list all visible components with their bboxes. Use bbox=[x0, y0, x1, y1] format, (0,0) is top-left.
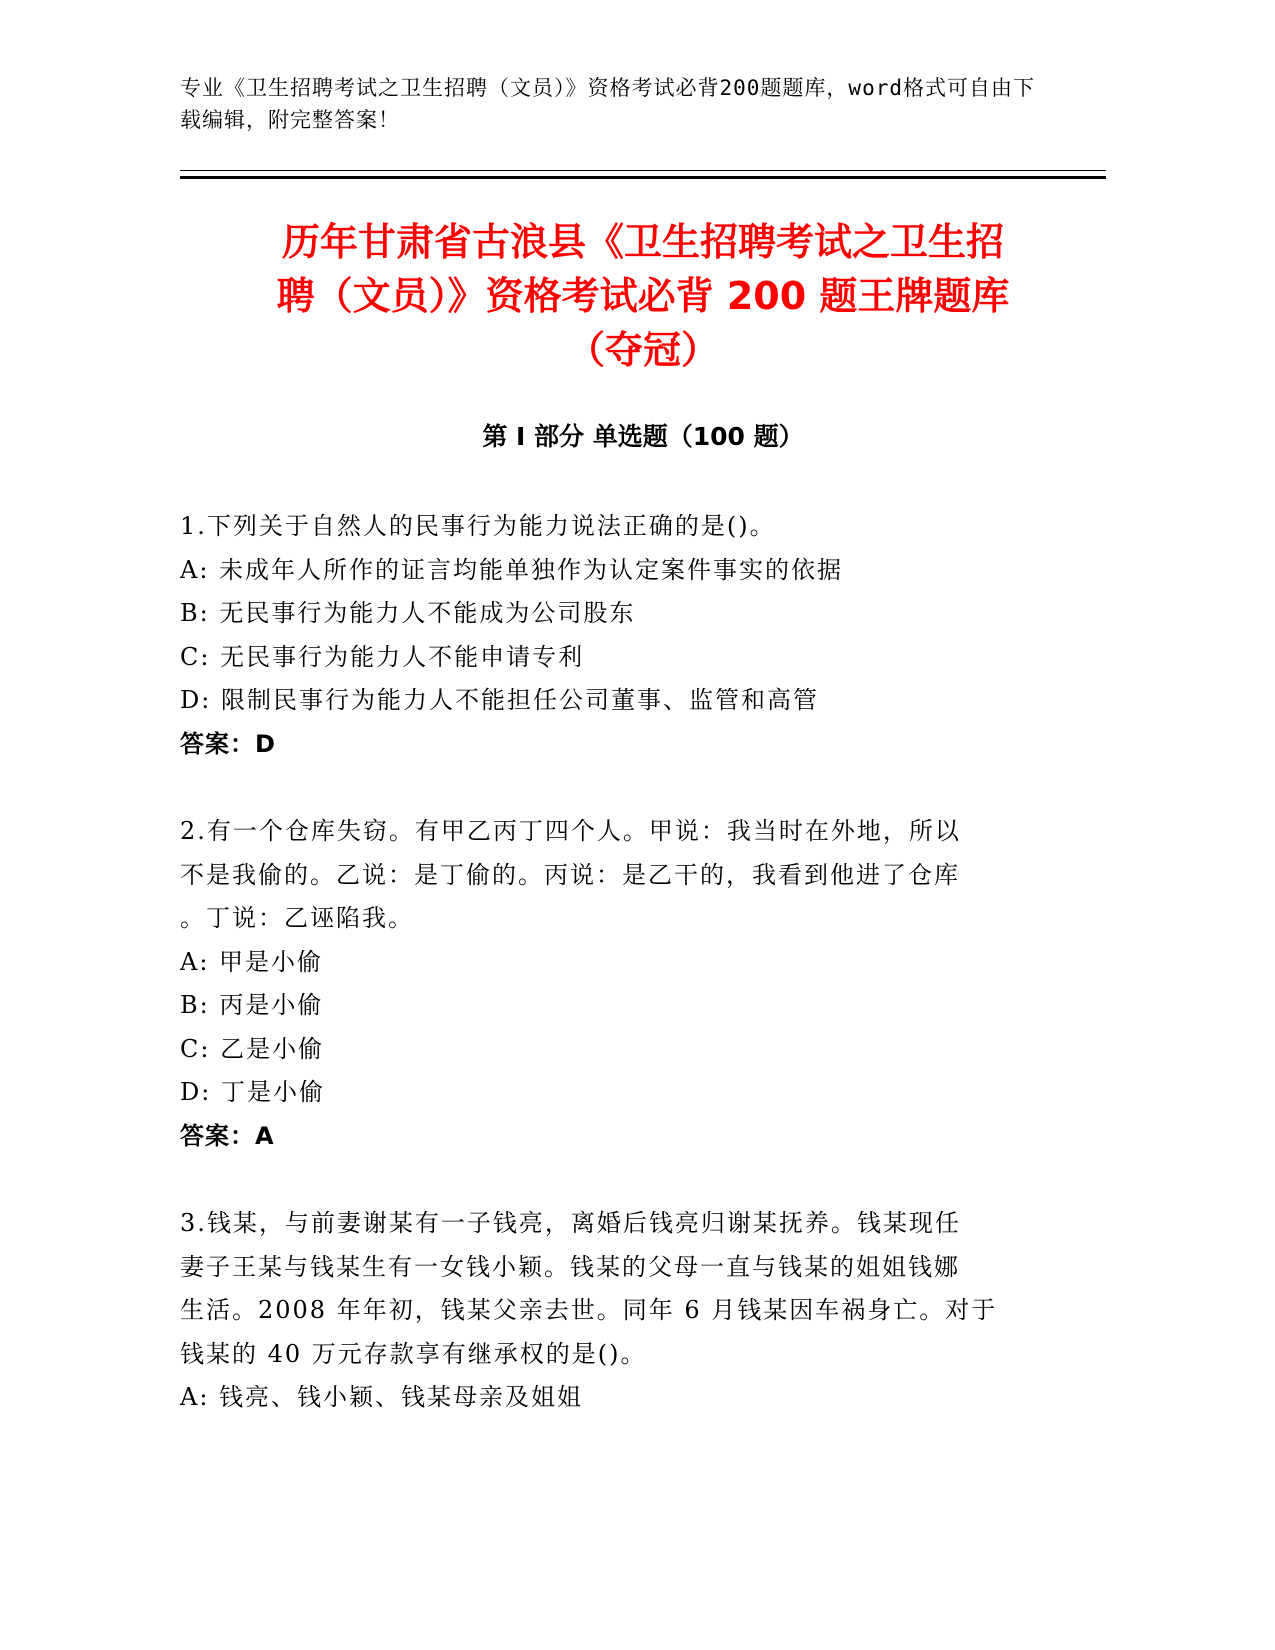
option-c: C: 乙是小偷 bbox=[180, 1034, 325, 1063]
answer-label: 答案：A bbox=[180, 1121, 275, 1150]
option-b: B: 无民事行为能力人不能成为公司股东 bbox=[180, 599, 636, 627]
header-note: 专业《卫生招聘考试之卫生招聘（文员）》资格考试必背200题题库，word格式可自由下载编辑，附完整答案！ bbox=[180, 76, 1035, 132]
option-d: D: 限制民事行为能力人不能担任公司董事、监管和高管 bbox=[180, 686, 819, 714]
question-stem: 1.下列关于自然人的民事行为能力说法正确的是()。 bbox=[180, 512, 776, 540]
question-stem: 3.钱某，与前妻谢某有一子钱亮，离婚后钱亮归谢某抚养。钱某现任 bbox=[180, 1209, 961, 1237]
question-item bbox=[180, 810, 1020, 1158]
question-stem: 妻子王某与钱某生有一女钱小颖。钱某的父母一直与钱某的姐姐钱娜 bbox=[180, 1252, 960, 1281]
question-stem: 钱某的 40 万元存款享有继承权的是()。 bbox=[180, 1339, 647, 1368]
option-c: C: 无民事行为能力人不能申请专利 bbox=[180, 642, 585, 671]
option-a: A: 未成年人所作的证言均能单独作为认定案件事实的依据 bbox=[180, 555, 844, 584]
document-title-line: 聘（文员）》资格考试必背 200 题王牌题库 bbox=[276, 274, 1010, 318]
answer-label: 答案：D bbox=[180, 729, 276, 758]
question-stem: 生活。2008 年年初，钱某父亲去世。同年 6 月钱某因车祸身亡。对于 bbox=[180, 1296, 998, 1324]
option-a: A: 甲是小偷 bbox=[180, 947, 324, 976]
option-b: B: 丙是小偷 bbox=[180, 991, 324, 1019]
question-stem: 。丁说：乙诬陷我。 bbox=[180, 904, 414, 932]
question-list bbox=[180, 505, 1020, 1464]
question-stem: 不是我偷的。乙说：是丁偷的。丙说：是乙干的，我看到他进了仓库 bbox=[180, 860, 960, 889]
document-title-line: （夺冠） bbox=[566, 328, 719, 372]
option-d: D: 丁是小偷 bbox=[180, 1078, 325, 1106]
question-item bbox=[180, 505, 1020, 766]
header-divider-thin bbox=[180, 170, 1106, 171]
question-stem: 2.有一个仓库失窃。有甲乙丙丁四个人。甲说：我当时在外地，所以 bbox=[180, 817, 961, 845]
header-divider-thick bbox=[180, 176, 1106, 179]
question-item bbox=[180, 1202, 1020, 1420]
section-title: 第 I 部分 单选题（100 题） bbox=[482, 422, 804, 451]
document-title-line: 历年甘肃省古浪县《卫生招聘考试之卫生招 bbox=[281, 220, 1004, 264]
document-title bbox=[180, 215, 1106, 377]
option-a: A: 钱亮、钱小颖、钱某母亲及姐姐 bbox=[180, 1383, 584, 1411]
